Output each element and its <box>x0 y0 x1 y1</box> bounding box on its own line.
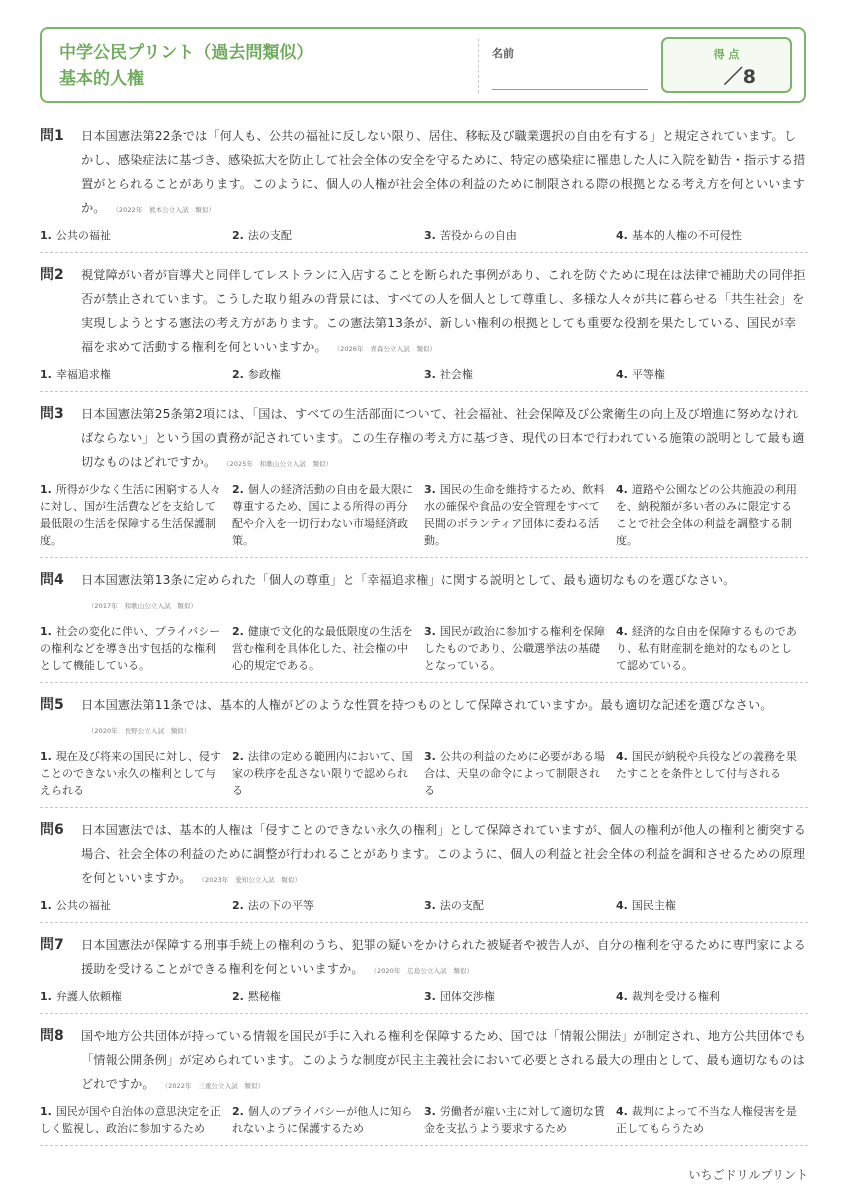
score-label: 得 点 <box>713 48 740 61</box>
question-number: 問5 <box>40 697 64 713</box>
choice-text: 裁判によって不当な人権侵害を是正してもらうため <box>616 1105 797 1135</box>
choice-item[interactable] <box>616 366 808 383</box>
score-box <box>661 37 792 93</box>
choice-item[interactable] <box>232 623 424 674</box>
choice-item[interactable] <box>40 623 232 674</box>
choice-number: 1. <box>40 750 52 763</box>
choice-item[interactable] <box>424 748 616 799</box>
choice-item[interactable] <box>424 988 616 1005</box>
choice-item[interactable] <box>40 988 232 1005</box>
choice-text: 経済的な自由を保障するものであり、私有財産制を絶対的なものとして認めている。 <box>616 625 797 672</box>
question-3 <box>40 402 808 558</box>
choice-text: 幸福追求権 <box>55 368 111 381</box>
choice-item[interactable] <box>616 988 808 1005</box>
question-text-block <box>81 1024 808 1098</box>
choice-text: 公共の福祉 <box>55 899 111 912</box>
choice-number: 3. <box>424 483 436 496</box>
choice-list <box>40 481 808 549</box>
question-number: 問6 <box>40 822 64 838</box>
question-text: 日本国憲法第13条に定められた「個人の尊重」と「幸福追求権」に関する説明として、最も適切なものを選びなさい。 <box>81 573 736 587</box>
choice-number: 3. <box>424 1105 436 1118</box>
choice-item[interactable] <box>232 988 424 1005</box>
choice-text: 法の支配 <box>247 229 292 242</box>
question-row <box>40 693 808 743</box>
choice-text: 社会権 <box>439 368 473 381</box>
choice-number: 1. <box>40 483 52 496</box>
name-field[interactable] <box>492 89 648 90</box>
choice-item[interactable] <box>424 1103 616 1137</box>
worksheet-header <box>40 27 806 103</box>
choice-number: 1. <box>40 625 52 638</box>
choice-text: 労働者が雇い主に対して適切な賃金を支払うよう要求するため <box>424 1105 605 1135</box>
choice-item[interactable] <box>40 748 232 799</box>
choice-number: 2. <box>232 625 244 638</box>
choice-item[interactable] <box>616 897 808 914</box>
choice-number: 4. <box>616 483 628 496</box>
choice-number: 4. <box>616 750 628 763</box>
choice-item[interactable] <box>40 1103 232 1137</box>
choice-item[interactable] <box>232 481 424 549</box>
choice-text: 団体交渉権 <box>439 990 495 1003</box>
choice-list <box>40 623 808 674</box>
choice-text: 苦役からの自由 <box>439 229 517 242</box>
question-text: 視覚障がい者が盲導犬と同伴してレストランに入店することを断られた事例があり、これを防ぐために現在は法律で補助犬の同伴拒否が禁止されています。こうした取り組みの背景には、すべての人を個人として尊重し、多様な人々が共に暮らせる「共生社会」を実現しようとする憲法の考え方があります。この憲法第13条が、新しい権利の根拠としても重要な役割を果たしている、国民が幸福を求めて活動する権利を何といいますか。 <box>81 268 806 354</box>
choice-number: 3. <box>424 368 436 381</box>
choice-number: 2. <box>232 368 244 381</box>
choice-list <box>40 1103 808 1137</box>
choice-item[interactable] <box>232 366 424 383</box>
question-text-block <box>81 124 808 222</box>
question-source: （2025年 和歌山公立入試 類似） <box>226 460 333 468</box>
question-row <box>40 568 808 618</box>
question-row <box>40 818 808 892</box>
question-text: 国や地方公共団体が持っている情報を国民が手に入れる権利を保障するため、国では「情報公開法」が制定され、地方公共団体でも「情報公開条例」が定められています。このような制度が民主主義社会において必要とされる最大の理由として、最も適切なものはどれですか。 <box>81 1029 807 1091</box>
question-text-block <box>81 568 808 618</box>
choice-text: 裁判を受ける権利 <box>631 990 720 1003</box>
question-number: 問1 <box>40 128 64 144</box>
choice-list <box>40 897 808 914</box>
choice-text: 道路や公園などの公共施設の利用を、納税額が多い者のみに限定することで社会全体の利益を調整する制度。 <box>616 483 797 547</box>
choice-text: 個人の経済活動の自由を最大限に尊重するため、国による所得の再分配や介入を一切行わない市場経済政策。 <box>232 483 413 547</box>
choice-number: 2. <box>232 899 244 912</box>
question-source: （2023年 愛知公立入試 類似） <box>201 876 302 884</box>
choice-list <box>40 748 808 799</box>
question-text-block <box>81 263 808 361</box>
choice-number: 2. <box>232 750 244 763</box>
choice-text: 国民が国や自治体の意思決定を正しく監視し、政治に参加するため <box>40 1105 221 1135</box>
choice-number: 2. <box>232 990 244 1003</box>
choice-number: 4. <box>616 990 628 1003</box>
choice-list <box>40 988 808 1005</box>
choice-item[interactable] <box>232 897 424 914</box>
score-value: ／8 <box>723 66 756 88</box>
question-text-block <box>81 933 808 983</box>
choice-number: 1. <box>40 899 52 912</box>
choice-text: 黙秘権 <box>247 990 281 1003</box>
question-row <box>40 402 808 476</box>
choice-number: 3. <box>424 750 436 763</box>
choice-text: 国民が納税や兵役などの義務を果たすことを条件として付与される <box>616 750 797 780</box>
choice-text: 公共の利益のために必要がある場合は、天皇の命令によって制限される <box>424 750 605 797</box>
choice-text: 法の下の平等 <box>247 899 314 912</box>
choice-text: 現在及び将来の国民に対し、侵すことのできない永久の権利として与えられる <box>40 750 221 797</box>
title-block <box>59 40 313 92</box>
choice-item[interactable] <box>232 1103 424 1137</box>
choice-item[interactable] <box>232 748 424 799</box>
choice-item[interactable] <box>232 227 424 244</box>
question-source: （2022年 三重公立入試 類似） <box>164 1082 265 1090</box>
question-row <box>40 1024 808 1098</box>
choice-text: 国民主権 <box>631 899 676 912</box>
choice-item[interactable] <box>424 366 616 383</box>
choice-number: 3. <box>424 625 436 638</box>
choice-text: 公共の福祉 <box>55 229 111 242</box>
choice-number: 4. <box>616 899 628 912</box>
choice-text: 所得が少なく生活に困窮する人々に対し、国が生活費などを支給して最低限の生活を保障する生活保護制度。 <box>40 483 221 547</box>
question-text: 日本国憲法第25条第2項には、「国は、すべての生活部面について、社会福祉、社会保障及び公衆衛生の向上及び増進に努めなければならない」という国の責務が記されています。この生存権の考え方に基づき、現代の日本で行われている施策の説明として最も適切なものはどれですか。 <box>81 407 805 469</box>
choice-number: 4. <box>616 368 628 381</box>
choice-number: 2. <box>232 229 244 242</box>
question-source: （2020年 長野公立入試 類似） <box>91 727 191 735</box>
choice-item[interactable] <box>40 897 232 914</box>
footer-brand: いちごドリルプリント <box>688 1168 808 1182</box>
choice-text: 基本的人権の不可侵性 <box>631 229 742 242</box>
choice-text: 法の支配 <box>439 899 484 912</box>
question-source: （2020年 広島公立入試 類似） <box>373 967 474 975</box>
choice-item[interactable] <box>40 481 232 549</box>
question-number: 問2 <box>40 267 64 283</box>
choice-number: 4. <box>616 1105 628 1118</box>
question-number: 問7 <box>40 937 64 953</box>
worksheet-title: 中学公民プリント（過去問類似） <box>59 43 314 63</box>
choice-text: 健康で文化的な最低限度の生活を営む権利を具体化した、社会権の中心的規定である。 <box>232 625 413 672</box>
question-text-block <box>81 402 808 476</box>
question-row <box>40 933 808 983</box>
choice-item[interactable] <box>424 227 616 244</box>
question-8 <box>40 1024 808 1146</box>
question-text-block <box>81 693 808 743</box>
choice-number: 1. <box>40 229 52 242</box>
question-list <box>40 124 808 1156</box>
choice-item[interactable] <box>616 481 808 549</box>
choice-number: 4. <box>616 229 628 242</box>
question-text: 日本国憲法が保障する刑事手続上の権利のうち、犯罪の疑いをかけられた被疑者や被告人が、自分の権利を守るために専門家による援助を受けることができる権利を何といいますか。 <box>81 938 806 976</box>
choice-text: 個人のプライバシーが他人に知られないように保護するため <box>232 1105 413 1135</box>
question-5 <box>40 693 808 808</box>
choice-number: 2. <box>232 1105 244 1118</box>
choice-number: 1. <box>40 1105 52 1118</box>
choice-number: 1. <box>40 990 52 1003</box>
question-source: （2026年 青森公立入試 類似） <box>336 345 437 353</box>
question-6 <box>40 818 808 923</box>
choice-item[interactable] <box>424 623 616 674</box>
choice-list <box>40 366 808 383</box>
choice-number: 3. <box>424 899 436 912</box>
question-text: 日本国憲法第11条では、基本的人権がどのような性質を持つものとして保障されていますか。最も適切な記述を選びなさい。 <box>81 698 773 712</box>
question-2 <box>40 263 808 392</box>
choice-text: 参政権 <box>247 368 281 381</box>
worksheet-subtitle: 基本的人権 <box>59 69 144 89</box>
question-row <box>40 263 808 361</box>
question-number: 問4 <box>40 572 64 588</box>
question-1 <box>40 124 808 253</box>
choice-text: 国民が政治に参加する権利を保障したものであり、公職選挙法の基礎となっている。 <box>424 625 605 672</box>
question-row <box>40 124 808 222</box>
choice-item[interactable] <box>40 366 232 383</box>
choice-list <box>40 227 808 244</box>
choice-item[interactable] <box>424 897 616 914</box>
choice-item[interactable] <box>616 227 808 244</box>
choice-text: 法律の定める範囲内において、国家の秩序を乱さない限りで認められる <box>232 750 413 797</box>
choice-item[interactable] <box>40 227 232 244</box>
choice-number: 1. <box>40 368 52 381</box>
question-4 <box>40 568 808 683</box>
choice-item[interactable] <box>424 481 616 549</box>
choice-item[interactable] <box>616 748 808 799</box>
choice-text: 平等権 <box>631 368 665 381</box>
question-source: （2017年 和歌山公立入試 類似） <box>91 602 198 610</box>
choice-number: 4. <box>616 625 628 638</box>
choice-text: 弁護人依頼権 <box>55 990 122 1003</box>
choice-number: 3. <box>424 229 436 242</box>
choice-item[interactable] <box>616 1103 808 1137</box>
question-text: 日本国憲法第22条では「何人も、公共の福祉に反しない限り、居住、移転及び職業選択の自由を有する」と規定されています。しかし、感染症法に基づき、感染拡大を防止して社会全体の安全を守るために、特定の感染症に罹患した人に入院を勧告・指示する措置がとられることがあります。このように、個人の人権が社会全体の利益のために制限される際の根拠となる考え方を何といいますか。 <box>81 129 806 215</box>
question-number: 問8 <box>40 1028 64 1044</box>
question-source: （2022年 熊本公立入試 類似） <box>115 206 216 214</box>
question-text: 日本国憲法では、基本的人権は「侵すことのできない永久の権利」として保障されていますが、個人の権利が他人の権利と衝突する場合、社会全体の利益のために調整が行われることがあります。このように、個人の利益と社会全体の利益を調和させるための原理を何といいますか。 <box>81 823 806 885</box>
choice-text: 社会の変化に伴い、プライバシーの権利などを導き出す包括的な権利として機能している。 <box>40 625 221 672</box>
choice-item[interactable] <box>616 623 808 674</box>
question-number: 問3 <box>40 406 64 422</box>
choice-text: 国民の生命を維持するため、飲料水の確保や食品の安全管理をすべて民間のボランティア団体に委ねる活動。 <box>424 483 605 547</box>
name-label: 名前 <box>492 47 514 60</box>
question-text-block <box>81 818 808 892</box>
choice-number: 2. <box>232 483 244 496</box>
choice-number: 3. <box>424 990 436 1003</box>
header-divider <box>478 39 479 93</box>
question-7 <box>40 933 808 1014</box>
